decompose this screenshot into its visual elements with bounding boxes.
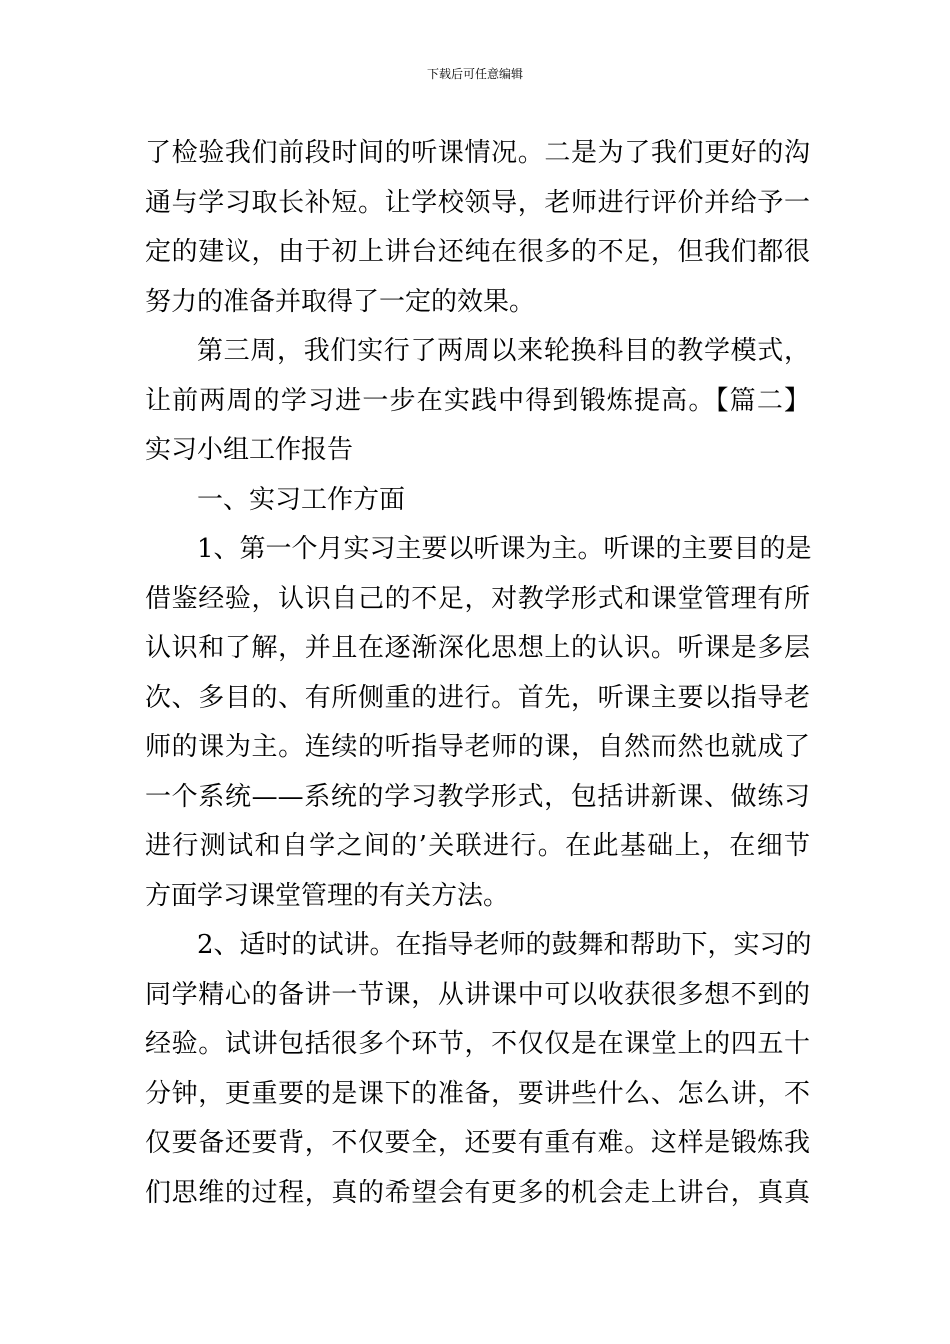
subsection-heading: 一、实习工作方面	[197, 484, 406, 515]
text-line: 一个系统——系统的学习教学形式，包括讲新课、做练习	[145, 781, 810, 812]
text-line: 1、第一个月实习主要以听课为主。听课的主要目的是	[197, 534, 812, 564]
text-line: 同学精心的备讲一节课，从讲课中可以收获很多想不到的	[145, 979, 810, 1010]
text-line: 第三周，我们实行了两周以来轮换科目的教学模式，	[197, 336, 810, 366]
document-body	[145, 129, 810, 1218]
text-line: 方面学习课堂管理的有关方法。	[145, 880, 510, 911]
text-line: 借鉴经验，认识自己的不足，对教学形式和课堂管理有所	[145, 583, 810, 614]
text-line: 师的课为主。连续的听指导老师的课，自然而然也就成了	[145, 732, 810, 762]
text-line: 进行测试和自学之间的’关联进行。在此基础上，在细节	[145, 831, 810, 861]
text-line: 定的建议，由于初上讲台还纯在很多的不足，但我们都很	[145, 237, 810, 267]
text-line: 努力的准备并取得了一定的效果。	[145, 286, 536, 317]
text-line: 仅要备还要背，不仅要全，还要有重有难。这样是锻炼我	[145, 1128, 810, 1158]
page-header-note: 下载后可任意编辑	[426, 67, 523, 81]
text-line: 认识和了解，并且在逐渐深化思想上的认识。听课是多层	[145, 633, 810, 663]
text-line: 们思维的过程，真的希望会有更多的机会走上讲台，真真	[145, 1177, 810, 1208]
text-line: 了检验我们前段时间的听课情况。二是为了我们更好的沟	[145, 138, 810, 168]
text-line: 让前两周的学习进一步在实践中得到锻炼提高。【篇二】	[145, 385, 810, 416]
text-line: 经验。试讲包括很多个环节，不仅仅是在课堂上的四五十	[145, 1029, 810, 1059]
text-line: 分钟，更重要的是课下的准备，要讲些什么、怎么讲，不	[145, 1078, 810, 1109]
text-line: 次、多目的、有所侧重的进行。首先，听课主要以指导老	[145, 682, 810, 713]
text-line: 2、适时的试讲。在指导老师的鼓舞和帮助下，实习的	[197, 930, 812, 960]
text-line: 通与学习取长补短。让学校领导，老师进行评价并给予一	[145, 187, 810, 218]
section-title: 实习小组工作报告	[145, 435, 354, 465]
